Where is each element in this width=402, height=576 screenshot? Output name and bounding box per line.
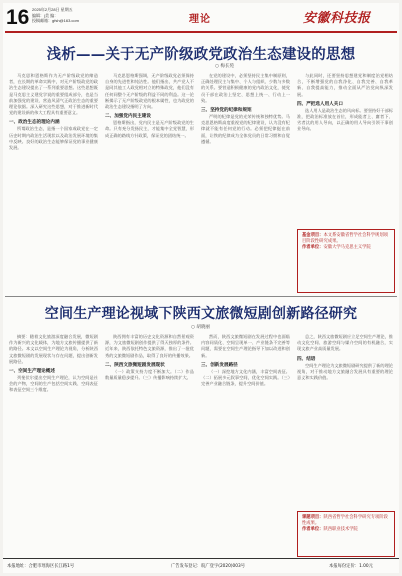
article1-column-2 — [105, 73, 194, 291]
article2-column-4 — [297, 334, 393, 508]
article2-paragraph: （一）政策支持力度不断加大。（二）作品数量质量稳步提升。（三）传播影响持续扩大。 — [105, 368, 194, 381]
article2-author-note — [302, 527, 390, 533]
article2-project-note — [302, 515, 390, 527]
article2-note-box — [297, 511, 395, 557]
page-footer — [3, 558, 399, 573]
article2-paragraph: 列斐伏尔提出空间生产理论，认为空间是社会的产物，空间的生产包括空间实践、空间表征和表征空间三个维度。 — [9, 375, 98, 393]
author-label: 作者单位： — [302, 527, 324, 532]
article2-paragraph: 总之，陕西文旅微短剧应立足空间生产理论，推动文化空间、旅游空间与媒介空间的有机融合，实现文旅产业高质量发展。 — [297, 334, 393, 352]
author-text: 陕西职业技术学院 — [323, 527, 358, 532]
article1-fund-note — [302, 233, 390, 245]
issue-meta — [32, 7, 79, 24]
article-divider — [5, 296, 397, 297]
article2-title: 空间生产理论视域下陕西文旅微短剧创新路径研究 — [44, 306, 358, 322]
footer-ad-license: 广告发布登记：皖广登字(2020)003号 — [171, 564, 246, 569]
article1-author-note — [302, 245, 390, 251]
section-title: 理论 — [189, 14, 211, 25]
article2-paragraph: （一）深挖地方文化内涵，丰富空间表征。（二）拓展多元叙事空间，优化空间实践。（三）完善产业融合链条，提升空间价值。 — [201, 368, 290, 387]
article1-paragraph: 选人用人是政治生态的风向标。要坚持好干部标准，把政治标准放在首位，形成能者上、庸者下、劣者汰的用人导向，以正确的用人导向引领干事创业导向。 — [297, 107, 393, 132]
page-number: 16 — [6, 6, 30, 29]
article2-subheading: 一、空间生产理论概述 — [9, 369, 55, 375]
header-rule — [5, 31, 397, 33]
note-label: 课题项目： — [302, 515, 324, 520]
note-label: 基金项目： — [302, 233, 324, 238]
editor-line: 编辑：|美 编： — [32, 12, 59, 18]
issue-date: 2025年2月28日 星期五 — [32, 7, 73, 12]
article2-column-2 — [105, 334, 194, 554]
email-line: 投稿邮箱：gfsh@163.com — [32, 18, 79, 24]
footer-price: 本报每份定价：1.00元 — [329, 564, 373, 569]
author-text: 安徽大学马克思主义学院 — [323, 245, 371, 250]
note-text: 本文系安徽省哲学社会科学规划项目阶段性研究成果。 — [302, 233, 388, 244]
article1-paragraph: 在党的建设中，必须坚持民主集中制原则，正确处理民主与集中、个人与组织、少数与多数的关系。要营造积极健康的党内政治文化，使党员干部在政治上坚定、思想上统一、行动上一致。 — [201, 73, 290, 103]
article1-subheading: 三、坚持党的纪律和规矩 — [201, 108, 252, 114]
article2-paragraph: 摘要：随着文化旅游深度融合发展，微短剧作为新兴的文化载体，为地方文旅传播提供了新的路径。本文以空间生产理论为视角，分析陕西文旅微短剧的发展现状与存在问题，提出创新发展路径。 — [9, 334, 98, 364]
article2-paragraph: 然而，陕西文旅微短剧在发展过程中也面临内容同质化、空间呈现单一、产业链条不完善等问题，需要在空间生产理论指导下加以改进和创新。 — [201, 334, 290, 358]
article1-byline: ○ 梅长苑 — [215, 64, 234, 69]
article1-title: 浅析——关于无产阶级政党政治生态建设的思想 — [46, 46, 356, 63]
article2-subheading: 二、陕西文旅微短剧发展现状 — [105, 362, 165, 368]
newspaper-logo: 安徽科技报 — [303, 11, 371, 26]
article1-paragraph: 与此同时，还要坚持思想建党和制度治党相结合，不断增强党的自我净化、自我完善、自我革新、自我提高能力，推动全面从严治党向纵深发展。 — [297, 73, 393, 97]
article2-subheading: 四、结语 — [297, 356, 316, 362]
article2-byline: ○ 胡晓丽 — [191, 325, 210, 330]
article1-paragraph: 马克思和恩格斯作为无产阶级政党的缔造者，在长期的革命实践中，对无产阶级政党的政治生态建设提出了一系列重要思想。这些思想既是马克思主义建党学说的重要组成部分，也是当前加强党的建设、营造风清气正政治生态的重要理论依据。深入研究这些思想，对于推进新时代党的建设新的伟大工程具有重要意义。 — [9, 73, 98, 116]
page-header — [3, 3, 399, 43]
article1-column-3 — [201, 73, 290, 291]
article2-column-1 — [9, 334, 98, 554]
footer-address: 本报地址：合肥市瑶海区长江路1号 — [7, 564, 75, 569]
article1-paragraph: 恩格斯指出，党内民主是无产阶级政党的生命。只有充分发扬民主，才能集中全党智慧，形成正确的路线方针政策，保证党的团结统一。 — [105, 120, 194, 138]
article1-column-1 — [9, 73, 98, 291]
article1-subheading: 二、加强党内民主建设 — [105, 114, 151, 120]
note-text: 陕西省哲学社会科学研究专项阶段性成果。 — [302, 515, 388, 526]
newspaper-page — [3, 3, 399, 573]
article1-paragraph: 所谓政治生态，是指一个国家或政党在一定历史时期内政治生活现状以及政治发展环境的集中反映。良好的政治生态能够保证党的事业健康发展。 — [9, 126, 98, 151]
article1-column-4 — [297, 73, 393, 225]
article2-column-3 — [201, 334, 290, 554]
author-label: 作者单位： — [302, 245, 324, 250]
article2-paragraph: 空间生产理论为文旅微短剧研究提供了新的理论视角，对于推动地方文旅融合发展具有重要的理论意义和实践价值。 — [297, 362, 393, 381]
article1-subheading: 一、政治生态的理论内涵 — [9, 120, 60, 126]
article2-paragraph: 陕西拥有丰富的历史文化资源和自然景观资源，为文旅微短剧创作提供了得天独厚的条件。近年来，陕西依托特色文旅资源，推出了一批优秀的文旅微短剧作品，取得了良好的传播效果。 — [105, 334, 194, 358]
article1-paragraph: 严明的纪律是党的光荣传统和独特优势。马克思恩格斯高度重视党的纪律建设，认为没有纪律就不能有任何党的行动。必须把纪律挺在前面，让铁的纪律成为全体党员的日常习惯和自觉遵循。 — [201, 114, 290, 144]
article1-paragraph: 马克思恩格斯强调，无产阶级政党必须保持自身的先进性和纯洁性。他们指出，共产党人不是同其他工人政党相对立的特殊政党，他们没有任何同整个无产阶级的利益不同的利益。这一论断揭示了无产阶级政党的根本属性，也为政党的政治生态建设指明了方向。 — [105, 73, 194, 110]
article1-subheading: 四、严把选人用人关口 — [297, 101, 343, 107]
article2-subheading: 三、创新发展路径 — [201, 362, 238, 368]
article1-note-box — [297, 229, 395, 293]
